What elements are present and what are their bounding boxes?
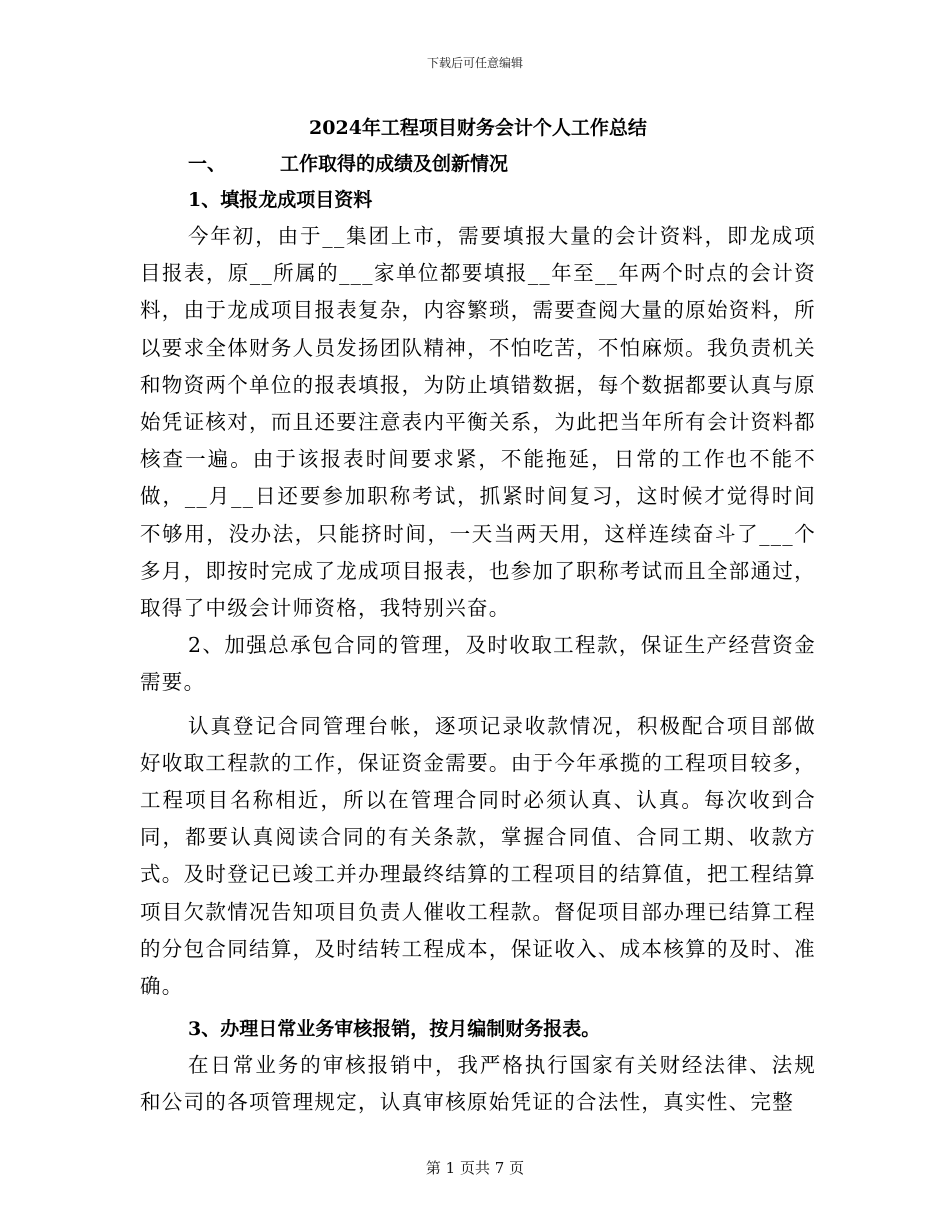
section-number: 一、 xyxy=(188,153,227,175)
section-heading xyxy=(140,146,816,182)
item1-heading: 1、填报龙成项目资料 xyxy=(188,189,373,211)
document-title: 2024年工程项目财务会计个人工作总结 xyxy=(309,117,647,139)
item2-paragraph: 认真登记合同管理台帐，逐项记录收款情况，积极配合项目部做好收取工程款的工作，保证资金需要。由于今年承揽的工程项目较多，工程项目名称相近，所以在管理合同时必须认真、认真。每次收到合同，都要认真阅读合同的有关条款，掌握合同值、合同工期、收款方式。及时登记已竣工并办理最终结算的工程项目的结算值，把工程结算项目欠款情况告知项目负责人催收工程款。督促项目部办理已结算工程的分包合同结算，及时结转工程成本，保证收入、成本核算的及时、准确。 xyxy=(140,713,816,999)
document-body xyxy=(140,110,816,1122)
item1-paragraph: 今年初，由于__集团上市，需要填报大量的会计资料，即龙成项目报表，原__所属的___家单位都要填报__年至__年两个时点的会计资料，由于龙成项目报表复杂，内容繁琐，需要查阅大量的原始资料，所以要求全体财务人员发扬团队精神，不怕吃苦，不怕麻烦。我负责机关和物资两个单位的报表填报，为防止填错数据，每个数据都要认真与原始凭证核对，而且还要注意表内平衡关系，为此把当年所有会计资料都核查一遍。由于该报表时间要求紧，不能拖延，日常的工作也不能不做，__月__日还要参加职称考试，抓紧时间复习，这时候才觉得时间不够用，没办法，只能挤时间，一天当两天用，这样连续奋斗了___个多月，即按时完成了龙成项目报表，也参加了职称考试而且全部通过，取得了中级会计师资格，我特别兴奋。 xyxy=(140,224,816,621)
item3-heading: 3、办理日常业务审核报销，按月编制财务报表。 xyxy=(188,1018,601,1041)
page-footer: 第 1 页共 7 页 xyxy=(425,1159,525,1177)
page-header: 下载后可任意编辑 xyxy=(426,56,523,70)
item3-paragraph: 在日常业务的审核报销中，我严格执行国家有关财经法律、法规和公司的各项管理规定，认真审核原始凭证的合法性，真实性、完整 xyxy=(140,1053,816,1115)
item2-heading: 2、加强总承包合同的管理，及时收取工程款，保证生产经营资金需要。 xyxy=(140,633,816,695)
section-title: 工作取得的成绩及创新情况 xyxy=(280,153,509,175)
